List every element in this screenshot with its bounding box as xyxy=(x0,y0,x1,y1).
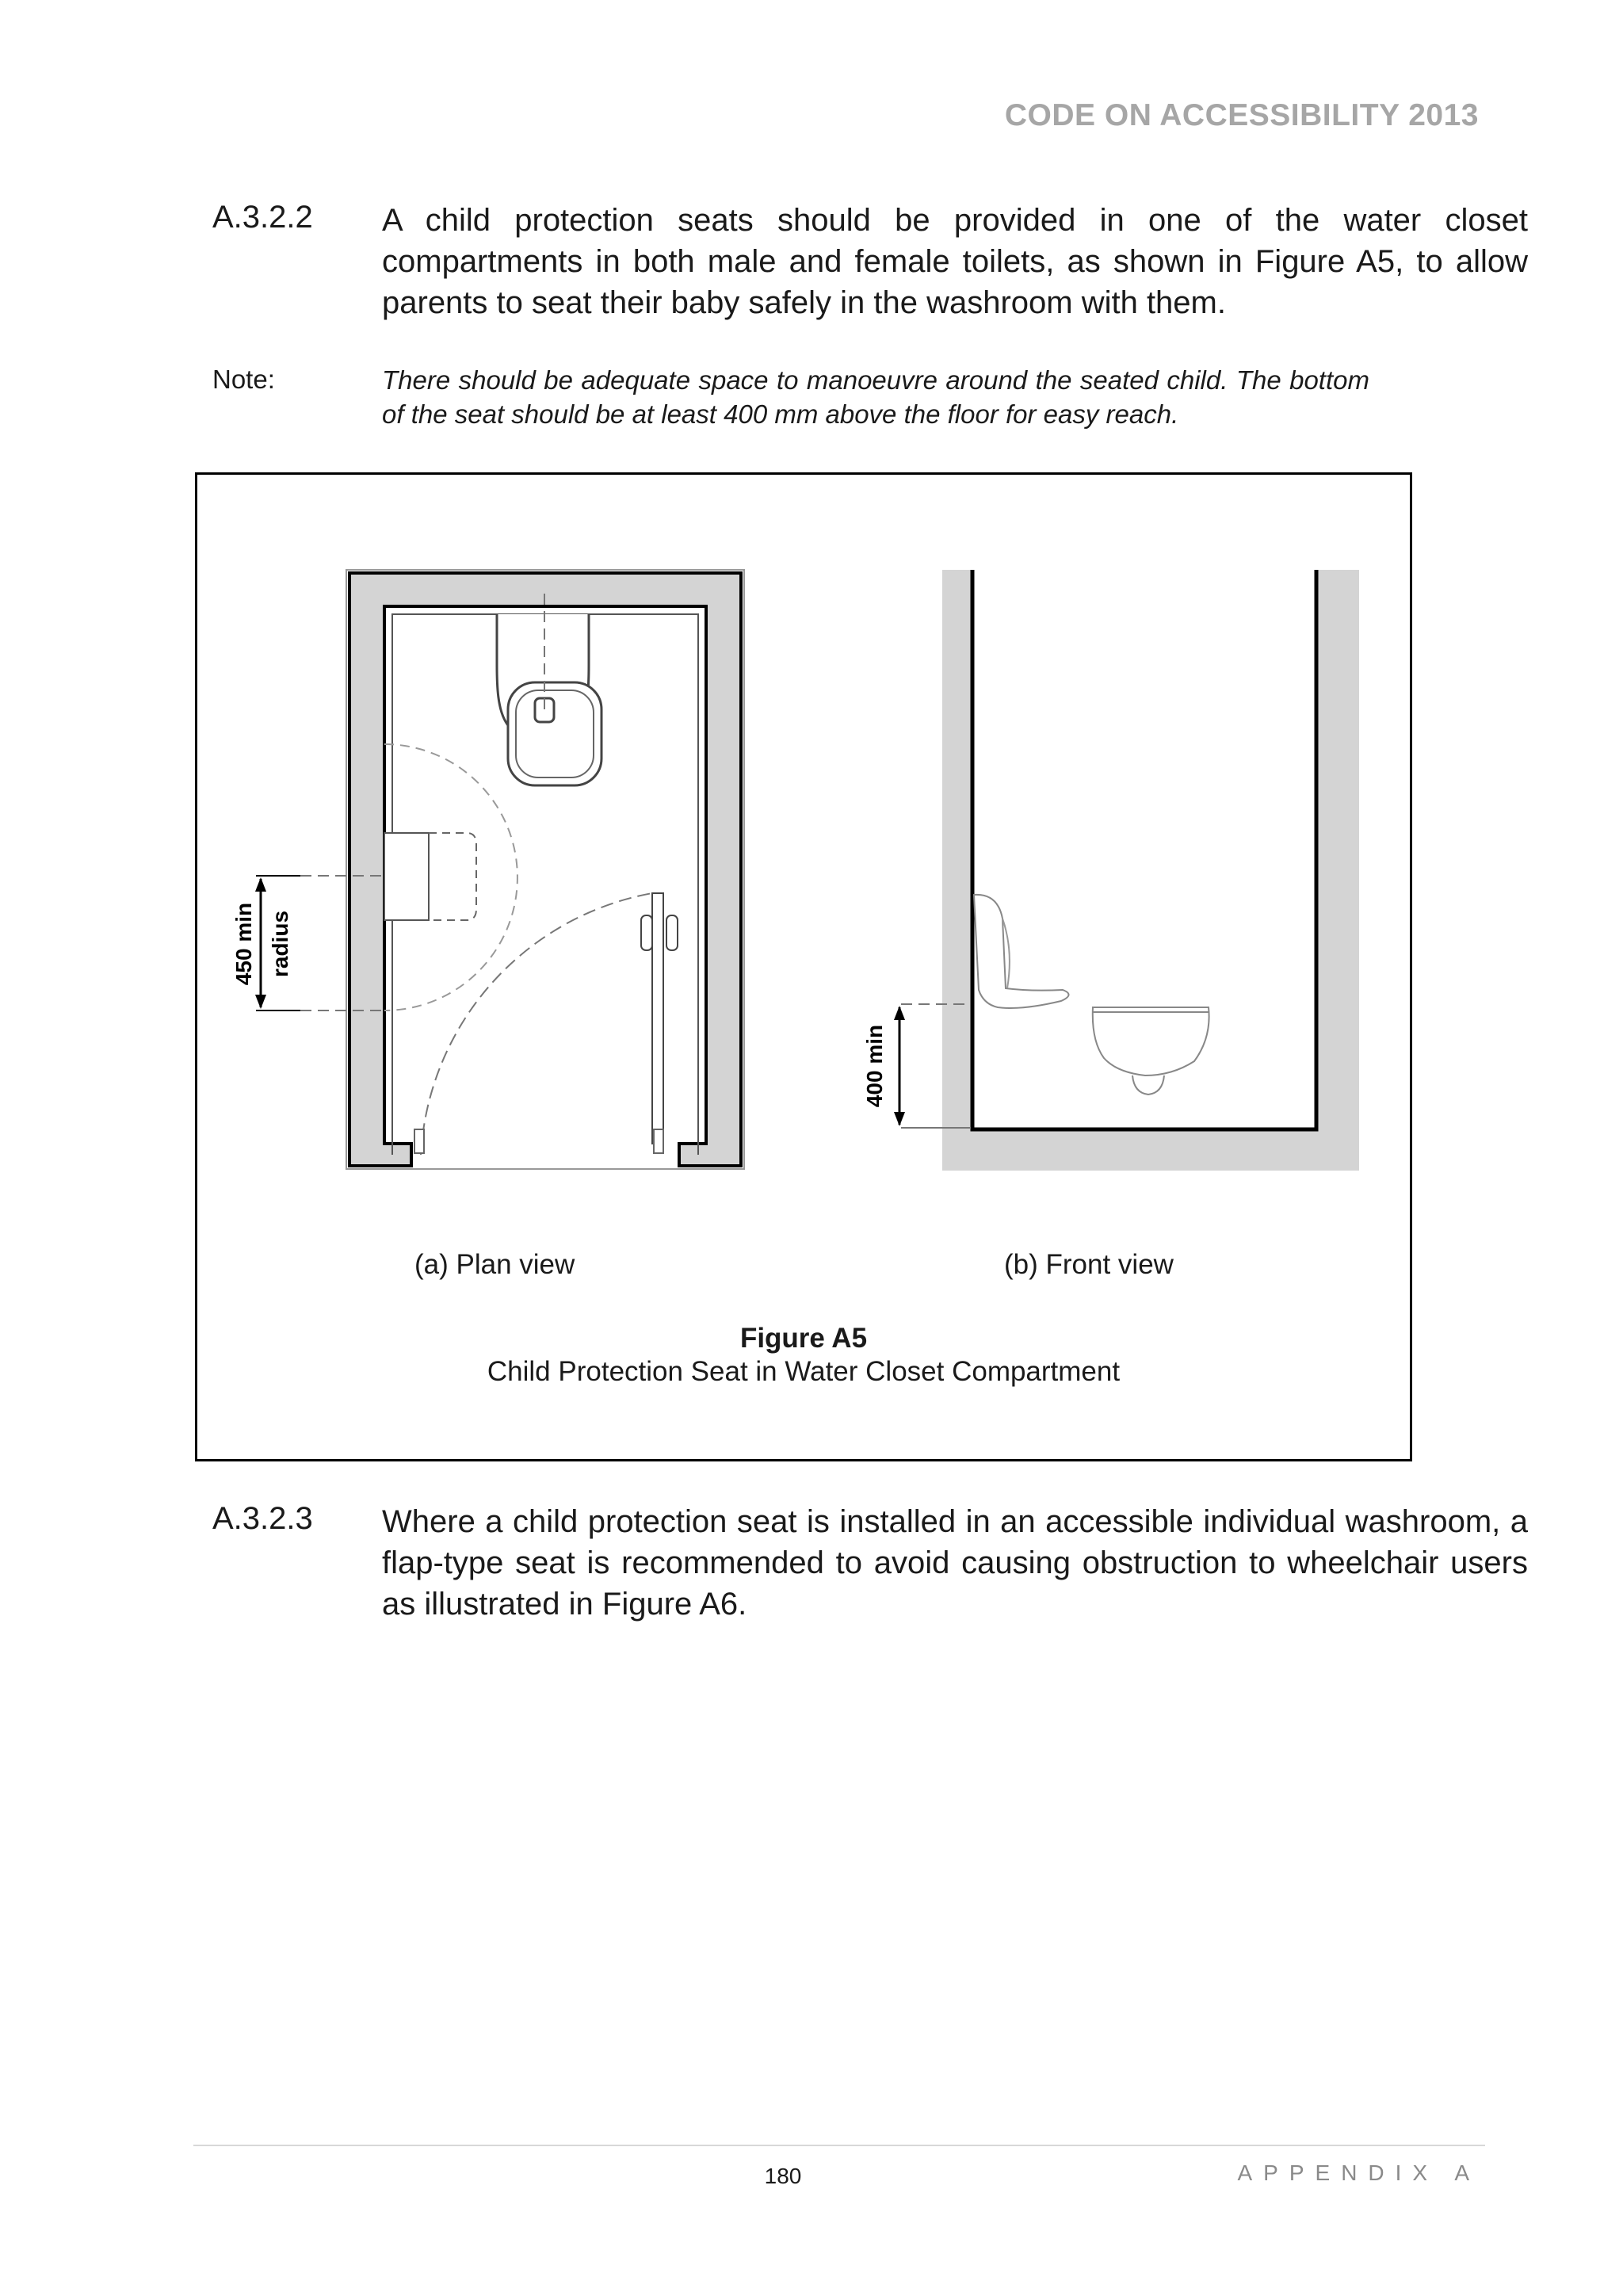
plan-view-label: (a) Plan view xyxy=(414,1249,575,1280)
plan-door-swing xyxy=(421,893,652,1155)
plan-door-leaf xyxy=(652,893,663,1144)
note-label: Note: xyxy=(212,365,275,394)
footer-divider xyxy=(193,2145,1485,2146)
page-number: 180 xyxy=(764,2164,802,2188)
plan-view-drawing xyxy=(231,570,744,1169)
figure-a5-drawing xyxy=(197,475,1410,1459)
front-dimension-label: 400 min xyxy=(862,1024,887,1108)
front-wall xyxy=(942,570,1359,1171)
clause-number: A.3.2.3 xyxy=(212,1501,313,1536)
plan-dimension-label: 450 min xyxy=(231,902,256,986)
plan-child-seat xyxy=(384,833,429,920)
figure-a5 xyxy=(195,472,1412,1461)
footer-section-label: APPENDIX A xyxy=(1237,2160,1480,2185)
note-text: There should be adequate space to manoeuvre around the seated child. The bottom of the seat should be at least 400 mm above the floor for easy reach. xyxy=(382,365,1369,429)
clause-text: Where a child protection seat is installed in an accessible individual washroom, a flap-type seat is recommended to avoid causing obstruction to wheelchair users as illustrated in Figure A6. xyxy=(382,1504,1528,1622)
document-header-title: CODE ON ACCESSIBILITY 2013 xyxy=(1004,98,1479,132)
clause-number: A.3.2.2 xyxy=(212,200,313,235)
clause-text: A child protection seats should be provided in one of the water closet compartments in both male and female toilets, as shown in Figure A5, to allow parents to seat their baby safely in the washroom with them. xyxy=(382,203,1528,320)
front-wc xyxy=(1093,1007,1209,1075)
figure-caption: Child Protection Seat in Water Closet Compartment xyxy=(487,1356,1121,1387)
figure-title: Figure A5 xyxy=(739,1323,868,1354)
plan-dimension-label-2: radius xyxy=(268,910,292,978)
front-view-label: (b) Front view xyxy=(1004,1249,1174,1280)
front-child-seat xyxy=(974,895,1069,1008)
front-view-drawing xyxy=(862,570,1359,1171)
